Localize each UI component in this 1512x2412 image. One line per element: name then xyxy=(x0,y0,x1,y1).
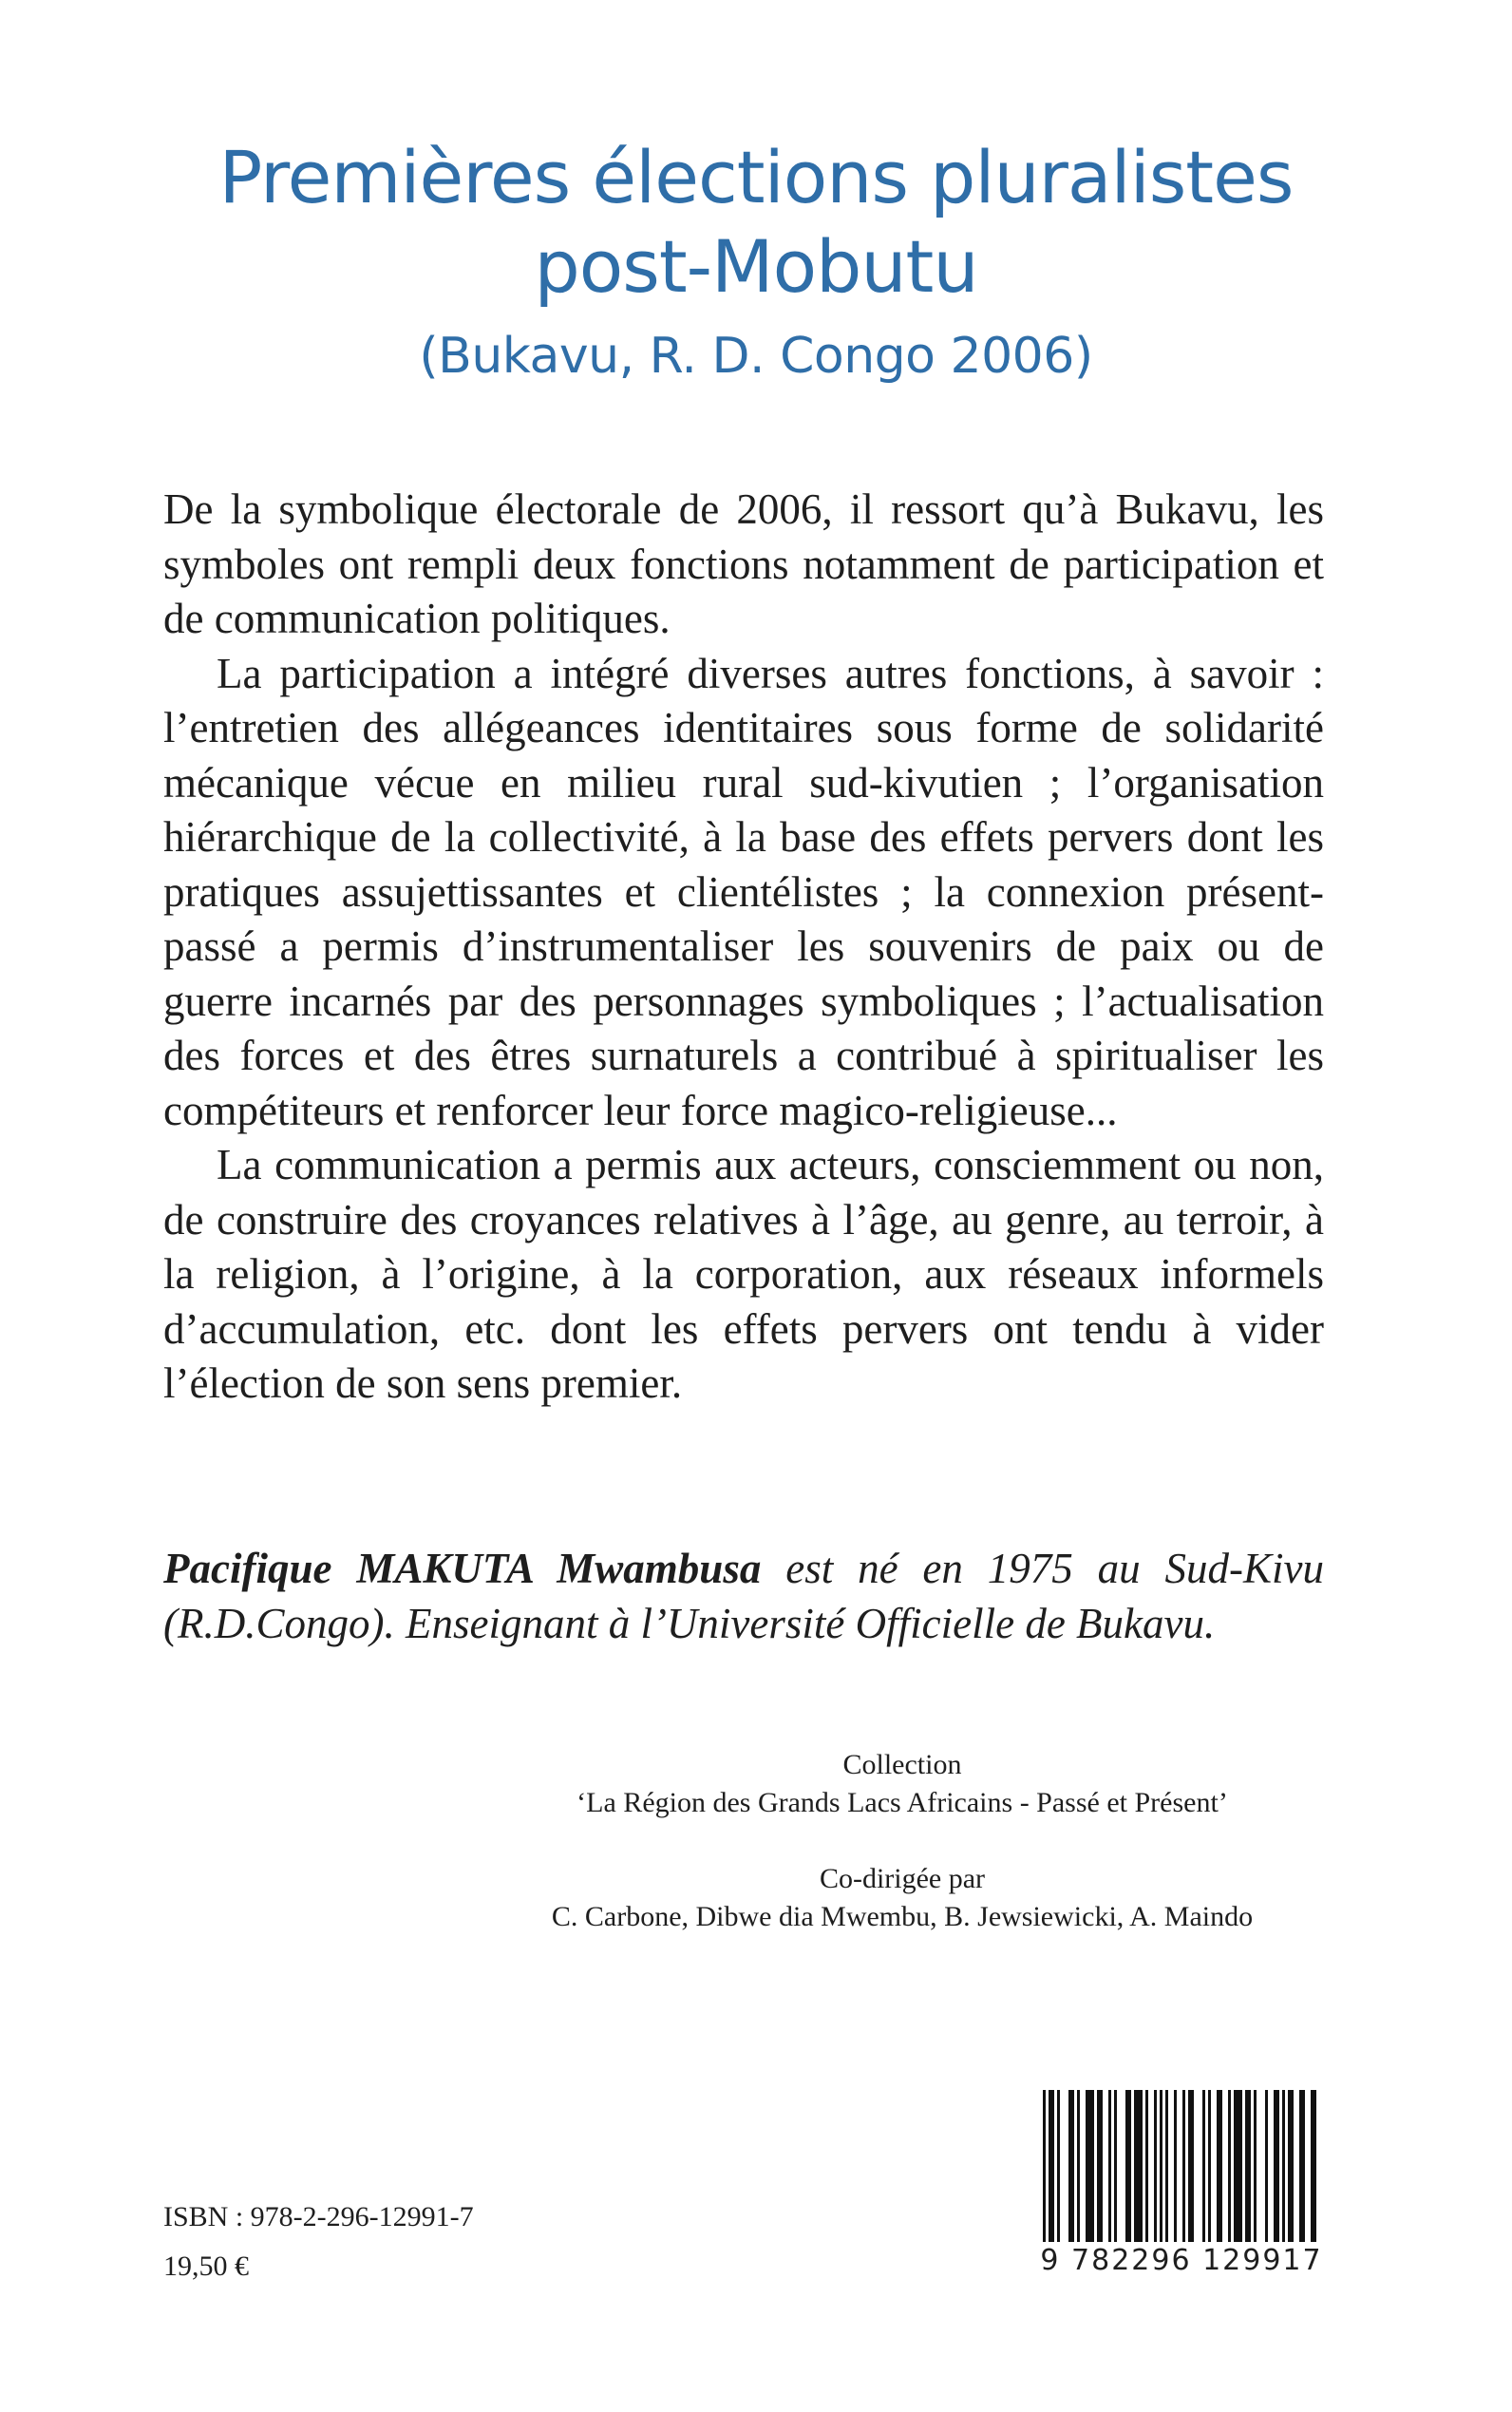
barcode-bar xyxy=(1217,2090,1222,2261)
barcode-bar xyxy=(1282,2090,1285,2261)
barcode-bar xyxy=(1145,2090,1148,2261)
barcode-bar xyxy=(1234,2090,1242,2261)
author-bio xyxy=(163,1541,1324,1651)
summary-paragraph-2: La participation a intégré diverses autres fonctions, à savoir : l’entretien des allégeances identitaires sous forme de solidarité mécanique vécue en milieu rural sud-kivutien ; l’organisation hiérarchique de la collectivité, à la base des effets pervers dont les pratiques assujettissantes et clientélistes ; la connexion présent-passé a permis d’instrumentaliser les souvenirs de paix ou de guerre incarnés par des personnages symboliques ; l’actualisation des forces et des êtres surnaturels a contribué à spiritualiser les compétiteurs et renforcer leur force magico-religieuse... xyxy=(163,649,1324,1134)
barcode-bar xyxy=(1154,2090,1157,2261)
collection-name: ‘La Région des Grands Lacs Africains - Passé et Présent’ xyxy=(576,1787,1228,1818)
barcode-bar xyxy=(1202,2090,1205,2261)
title-block xyxy=(0,133,1512,389)
book-title-line-1: Premières élections pluralistes xyxy=(218,135,1294,219)
collection-block xyxy=(494,1746,1311,1936)
barcode-bar xyxy=(1174,2090,1177,2261)
barcode-bar xyxy=(1114,2090,1117,2261)
isbn: ISBN : 978-2-296-12991-7 xyxy=(163,2201,474,2232)
barcode-bar xyxy=(1311,2090,1316,2261)
barcode-bar xyxy=(1086,2090,1094,2261)
author-bio-text: est né en 1975 au Sud-Kivu (R.D.Congo). Enseignant à l’Université Officielle de Bukavu. xyxy=(163,1545,1324,1647)
barcode-bar xyxy=(1245,2090,1251,2261)
barcode-bar xyxy=(1228,2090,1231,2261)
book-subtitle: (Bukavu, R. D. Congo 2006) xyxy=(419,328,1093,385)
barcode-bar xyxy=(1125,2090,1131,2261)
barcode-bar xyxy=(1049,2090,1054,2261)
barcode-bar xyxy=(1068,2090,1074,2261)
barcode-bar xyxy=(1274,2090,1279,2261)
codirected-label: Co-dirigée par xyxy=(819,1863,986,1894)
barcode-bar xyxy=(1165,2090,1168,2261)
price: 19,50 € xyxy=(163,2251,249,2282)
summary-paragraph-3: La communication a permis aux acteurs, consciemment ou non, de construire des croyances relatives à l’âge, au genre, au terroir, à la religion, à l’origine, à la corporation, aux réseaux informels d’accumulation, etc. dont les effets pervers ont tendu à vider l’élection de son sens premier. xyxy=(163,1141,1324,1407)
barcode-bar xyxy=(1188,2090,1194,2261)
barcode-bar xyxy=(1043,2090,1046,2261)
author-name: Pacifique MAKUTA Mwambusa xyxy=(163,1545,762,1592)
barcode-bar xyxy=(1288,2090,1294,2261)
barcode-bar xyxy=(1265,2090,1268,2261)
barcode-bar xyxy=(1182,2090,1185,2261)
barcode-bar xyxy=(1097,2090,1103,2261)
collection-label: Collection xyxy=(842,1749,962,1780)
barcode-bar xyxy=(1108,2090,1111,2261)
book-title-line-2: post-Mobutu xyxy=(534,224,978,309)
barcode-bar xyxy=(1057,2090,1060,2261)
barcode-digits: 9 782296 129917 xyxy=(1033,2242,1330,2280)
barcode-bar xyxy=(1299,2090,1305,2261)
barcode-bar xyxy=(1134,2090,1143,2261)
collection-editors: C. Carbone, Dibwe dia Mwembu, B. Jewsiewicki, A. Maindo xyxy=(551,1901,1254,1932)
summary-paragraph-1: De la symbolique électorale de 2006, il ressort qu’à Bukavu, les symboles ont rempli deux fonctions notamment de participation et de communication politiques. xyxy=(163,485,1324,642)
back-cover-summary xyxy=(163,483,1324,1412)
barcode-bar xyxy=(1160,2090,1162,2261)
barcode-bar xyxy=(1254,2090,1257,2261)
barcode-bar xyxy=(1208,2090,1211,2261)
barcode-bar xyxy=(1077,2090,1080,2261)
